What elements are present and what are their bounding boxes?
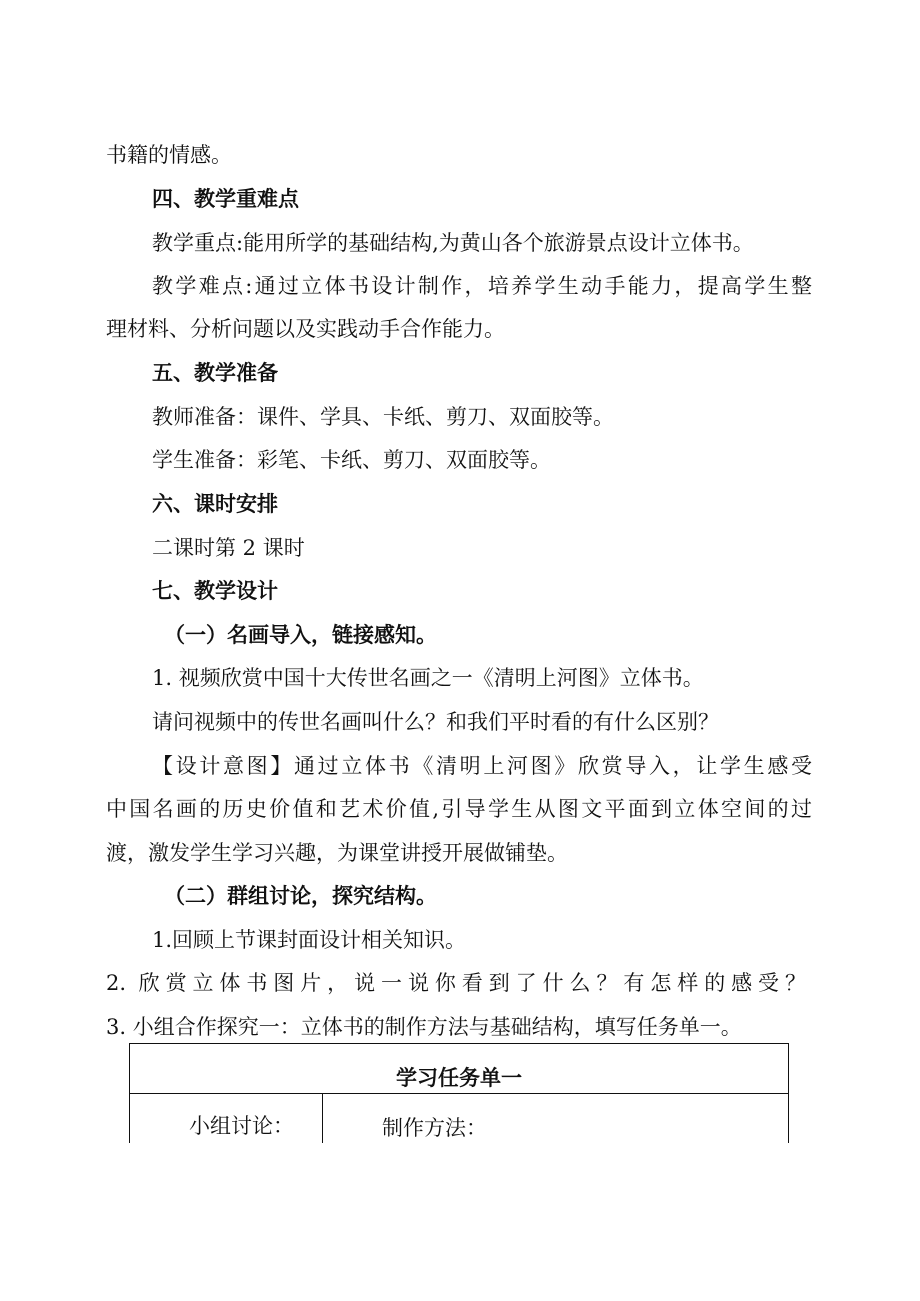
paragraph-line: 3. 小组合作探究一：立体书的制作方法与基础结构，填写任务单一。: [106, 1015, 742, 1039]
paragraph-line: 请问视频中的传世名画叫什么？和我们平时看的有什么区别？: [152, 710, 719, 734]
section-heading: 五、教学准备: [152, 360, 278, 385]
table-border-left: [129, 1043, 130, 1143]
paragraph-line: 教学难点:通过立体书设计制作，培养学生动手能力，提高学生整: [152, 274, 812, 298]
paragraph-line: 2. 欣赏立体书图片，说一说你看到了什么？有怎样的感受？: [106, 971, 806, 995]
task-sheet-table: [129, 1043, 790, 1143]
subsection-heading: （二）群组讨论，探究结构。: [164, 883, 437, 908]
table-cell-group-discussion: 小组讨论：: [189, 1114, 294, 1138]
table-title: 学习任务单一: [396, 1065, 522, 1090]
paragraph-line: 二课时第 2 课时: [152, 536, 305, 560]
paragraph-line: 教学重点:能用所学的基础结构,为黄山各个旅游景点设计立体书。: [152, 231, 754, 255]
table-border-top: [129, 1043, 788, 1044]
table-border-middle: [129, 1093, 788, 1094]
paragraph-line: 教师准备：课件、学具、卡纸、剪刀、双面胶等。: [152, 405, 614, 429]
paragraph-line: 中国名画的历史价值和艺术价值,引导学生从图文平面到立体空间的过: [106, 797, 812, 821]
paragraph-line: 学生准备：彩笔、卡纸、剪刀、双面胶等。: [152, 448, 551, 472]
paragraph-line: 书籍的情感。: [106, 143, 232, 167]
table-cell-method: 制作方法：: [382, 1116, 487, 1140]
section-heading: 四、教学重难点: [152, 186, 299, 211]
section-heading: 七、教学设计: [152, 578, 278, 603]
paragraph-line: 1. 视频欣赏中国十大传世名画之一《清明上河图》立体书。: [152, 666, 704, 690]
section-heading: 六、课时安排: [152, 491, 278, 516]
paragraph-line: 渡，激发学生学习兴趣，为课堂讲授开展做铺垫。: [106, 841, 568, 865]
table-border-right: [788, 1043, 789, 1143]
paragraph-line: 1.回顾上节课封面设计相关知识。: [152, 928, 467, 952]
paragraph-line: 理材料、分析问题以及实践动手合作能力。: [106, 317, 505, 341]
table-column-divider: [322, 1093, 323, 1143]
paragraph-line: 【设计意图】通过立体书《清明上河图》欣赏导入，让学生感受: [152, 754, 812, 778]
subsection-heading: （一）名画导入，链接感知。: [164, 622, 437, 647]
